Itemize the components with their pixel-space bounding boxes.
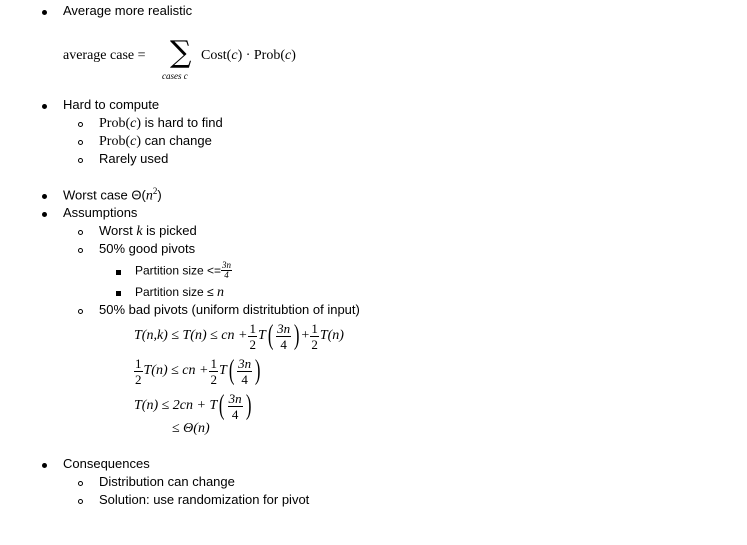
sub-item-distribution-change: Distribution can change: [99, 474, 235, 489]
bullet-marker: [42, 212, 47, 217]
bullet-marker: [42, 463, 47, 468]
sub-item-randomization: Solution: use randomization for pivot: [99, 492, 310, 507]
sub-sub-item-partition-n: Partition size ≤ n: [135, 285, 224, 300]
bullet-marker: [42, 10, 47, 15]
bullet-average-realistic: Average more realistic: [63, 3, 193, 18]
sub-sub-bullet-marker: [116, 291, 121, 296]
sub-bullet-marker: [78, 140, 83, 145]
bullet-worst-case: Worst case $\Theta(n^2)$: [63, 186, 162, 204]
equation-1: T(n,k) ≤ T(n) ≤ cn + $\frac{1}{2}$ T ( $\frac{3n}{4}$ ) + $\frac{1}{2}$ T(n): [134, 320, 344, 352]
sub-bullet-marker: [78, 481, 83, 486]
sub-bullet-marker: [78, 248, 83, 253]
equation-4: ≤ Θ(n): [172, 421, 210, 436]
sigma-icon: ∑: [170, 35, 192, 70]
sum-subscript: cases c: [162, 71, 188, 81]
bullet-marker: [42, 104, 47, 109]
sub-bullet-marker: [78, 499, 83, 504]
bullet-assumptions: Assumptions: [63, 205, 138, 220]
sub-bullet-marker: [78, 230, 83, 235]
bullet-consequences: Consequences: [63, 456, 150, 471]
equation-3: T(n) ≤ 2cn + T ( $\frac{3n}{4}$ ): [134, 390, 252, 422]
sub-sub-bullet-marker: [116, 270, 121, 275]
bullet-hard-to-compute: Hard to compute: [63, 97, 160, 112]
sub-item-prob-change: Prob(c) can change: [99, 133, 212, 149]
sub-bullet-marker: [78, 122, 83, 127]
sub-item-good-pivots: 50% good pivots: [99, 241, 196, 256]
sub-sub-item-partition-3n4: Partition size <= $\frac{3n}{4}$: [135, 260, 232, 280]
sub-item-worst-k: Worst k is picked: [99, 223, 197, 239]
sub-item-rarely-used: Rarely used: [99, 151, 169, 166]
sub-item-bad-pivots: 50% bad pivots (uniform distritubtion of input): [99, 302, 360, 317]
bullet-marker: [42, 194, 47, 199]
sub-bullet-marker: [78, 158, 83, 163]
sub-bullet-marker: [78, 309, 83, 314]
equation-2: $\frac{1}{2}$ T(n) ≤ cn + $\frac{1}{2}$ T ( $\frac{3n}{4}$ ): [135, 355, 261, 387]
fraction-3n-over-4: $\frac{3n}{4}$: [222, 260, 232, 280]
sub-item-prob-hard: Prob(c) is hard to find: [99, 115, 223, 131]
average-case-lhs: average case =: [63, 48, 146, 63]
average-case-rhs: Cost(c) · Prob(c): [201, 48, 296, 63]
